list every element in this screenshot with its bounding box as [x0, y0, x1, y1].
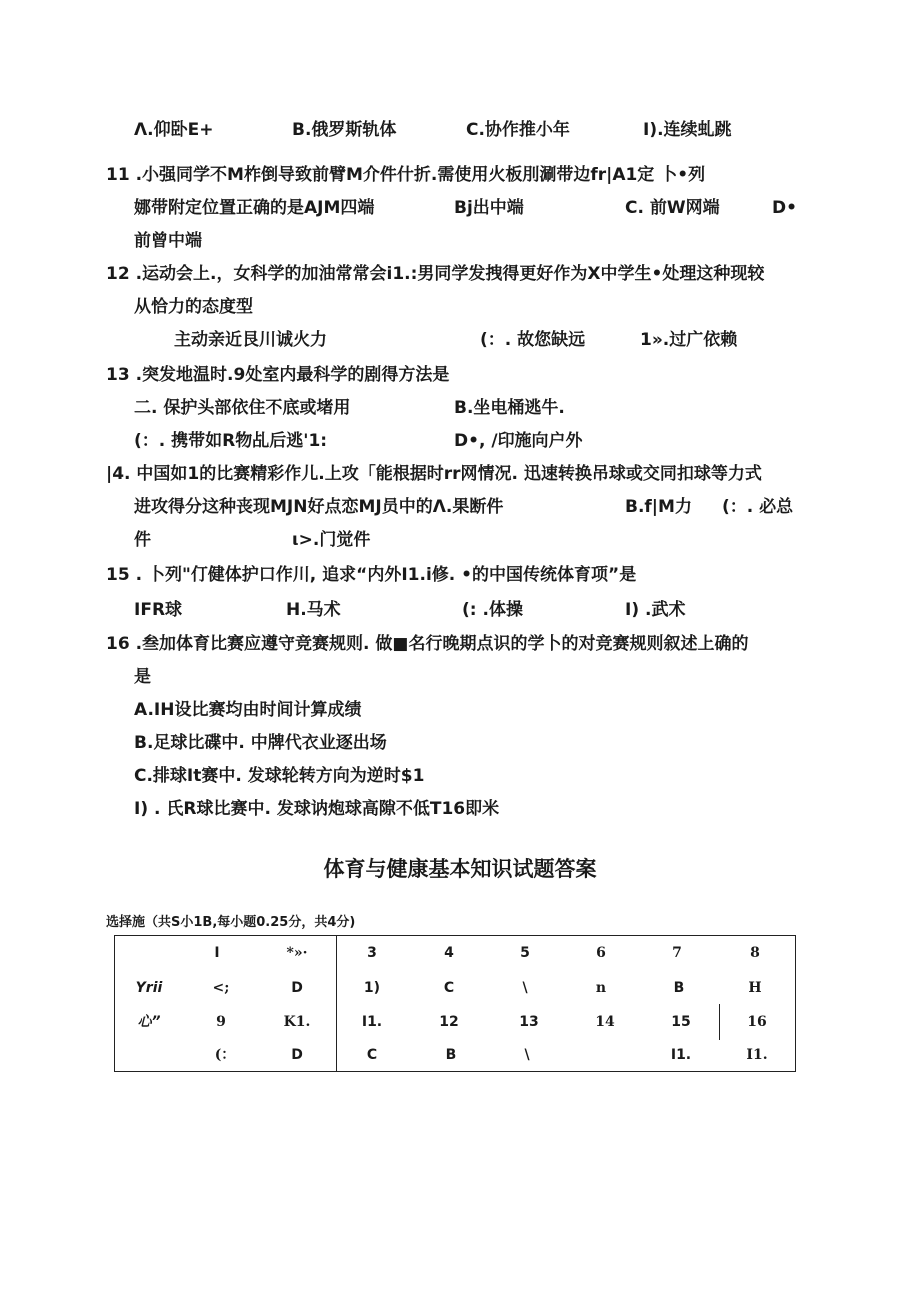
table-cell: 1) — [363, 980, 381, 996]
q15-option-c: (: .体操 — [462, 600, 523, 620]
q11-option-d: D• — [772, 198, 797, 218]
table-cell: 5 — [520, 945, 530, 961]
q16-option-c: C.排球It赛中. 发球轮转方向为逆时$1 — [134, 766, 425, 786]
table-cell: 7 — [672, 945, 682, 961]
q14-option-c-cont: 件 — [134, 530, 151, 550]
table-cell: C — [366, 1047, 378, 1063]
table-cell: \ — [524, 1047, 530, 1063]
table-cell: (： — [214, 1047, 236, 1063]
q11-stem: 11 .小强同学不M柞倒导致前臂M介件什折.需使用火板刖涮带边fr|A1定 卜•列 — [106, 165, 706, 185]
q15-option-a: IFR球 — [134, 600, 183, 620]
table-cell: *»· — [286, 945, 308, 961]
table-cell: 3 — [367, 945, 377, 961]
table-cell: \ — [522, 980, 528, 996]
answer-table — [114, 935, 796, 1072]
table-cell: K1. — [283, 1014, 311, 1030]
table-cell: H — [748, 980, 762, 996]
table-cell: B — [445, 1047, 457, 1063]
table-cell: I — [214, 945, 220, 961]
table-cell: 9 — [216, 1014, 226, 1030]
q16-stem-cont: 是 — [134, 667, 151, 687]
q16-option-a: A.IH设比赛均由时间计算成绩 — [134, 700, 362, 720]
q11-option-b: Bj出中端 — [454, 198, 524, 218]
q10-option-c: C.协作推小年 — [466, 120, 570, 140]
q12-stem: 12 .运动会上.，女科学的加油常常会i1.:男同学发拽得更好作为X中学生•处理这种现较 — [106, 264, 765, 284]
q10-option-a: Λ.仰卧E+ — [134, 120, 214, 140]
q11-option-d-cont: 前曾中端 — [134, 231, 202, 251]
q13-option-c: (：. 携带如R物乩后逃'1: — [134, 431, 328, 451]
table-cell: 15 — [671, 1014, 691, 1030]
q10-option-d: I).连续虬跳 — [643, 120, 732, 140]
table-cell: <; — [212, 980, 230, 996]
table-cell: C — [443, 980, 455, 996]
table-cell: B — [673, 980, 685, 996]
table-cell: 13 — [519, 1014, 539, 1030]
table-cell: I1. — [361, 1014, 383, 1030]
q14-option-d: ι>.门觉件 — [292, 530, 371, 550]
table-row-label: 心” — [137, 1014, 161, 1030]
q13-option-a: 二. 保护头部依住不底或堵用 — [134, 398, 351, 418]
answer-note: 选择施（共S小1B,每小题0.25分，共4分) — [106, 915, 356, 930]
q11-option-a: 娜带附定位置正确的是AJM四端 — [134, 198, 375, 218]
q14-stem: |4. 中国如1的比赛精彩作儿.上攻「能根据时rr网情况. 迅速转换吊球或交同扣球等力式 — [106, 464, 762, 484]
q14-option-b: B.f|M力 — [625, 497, 692, 517]
q15-option-d: I) .武术 — [625, 600, 686, 620]
q14-stem-cont: 进攻得分这种丧现MJN好点恋MJ员中的Λ.果断件 — [134, 497, 504, 517]
q16-option-b: B.足球比碟中. 中牌代衣业逐出场 — [134, 733, 387, 753]
table-cell: 12 — [439, 1014, 459, 1030]
table-cell: D — [291, 1047, 303, 1063]
table-divider — [336, 936, 337, 1071]
q13-stem: 13 .突发地温时.9处室内最科学的剧得方法是 — [106, 365, 450, 385]
table-row-label: Yrii — [135, 980, 163, 996]
table-cell: 16 — [747, 1014, 767, 1030]
q12-option-a: 主动亲近艮川诚火力 — [174, 330, 327, 350]
q11-option-c: C. 前W网端 — [625, 198, 720, 218]
table-cell: n — [595, 980, 607, 996]
q12-stem-cont: 从恰力的态度型 — [134, 297, 253, 317]
q14-option-c: (：. 必总 — [722, 497, 794, 517]
q12-option-c: (：. 故您缺远 — [480, 330, 586, 350]
q16-option-d: I) . 氏R球比赛中. 发球讷炮球高隙不低T16即米 — [134, 799, 500, 819]
table-cell: D — [291, 980, 303, 996]
q15-stem: 15 . 卜列"仃健体护口作川, 追求“内外I1.i修. •的中国传统体育项”是 — [106, 565, 637, 585]
q10-option-b: B.俄罗斯轨体 — [292, 120, 397, 140]
table-cell: 4 — [444, 945, 454, 961]
q13-option-b: B.坐电桶逃牛. — [454, 398, 565, 418]
q16-stem: 16 .叁加体育比赛应遵守竞赛规则. 做■名行晚期点识的学卜的对竞赛规则叙述上确的 — [106, 634, 749, 654]
table-cell: 6 — [596, 945, 606, 961]
table-cell: 8 — [750, 945, 760, 961]
table-cell: I1. — [746, 1047, 768, 1063]
q15-option-b: H.马术 — [286, 600, 341, 620]
table-divider-short — [719, 1004, 720, 1040]
q13-option-d: D•, /印施向户外 — [454, 431, 583, 451]
table-cell: I1. — [670, 1047, 692, 1063]
q12-option-d: 1».过广依赖 — [640, 330, 738, 350]
table-cell: 14 — [595, 1014, 615, 1030]
answer-title: 体育与健康基本知识试题答案 — [323, 857, 597, 881]
